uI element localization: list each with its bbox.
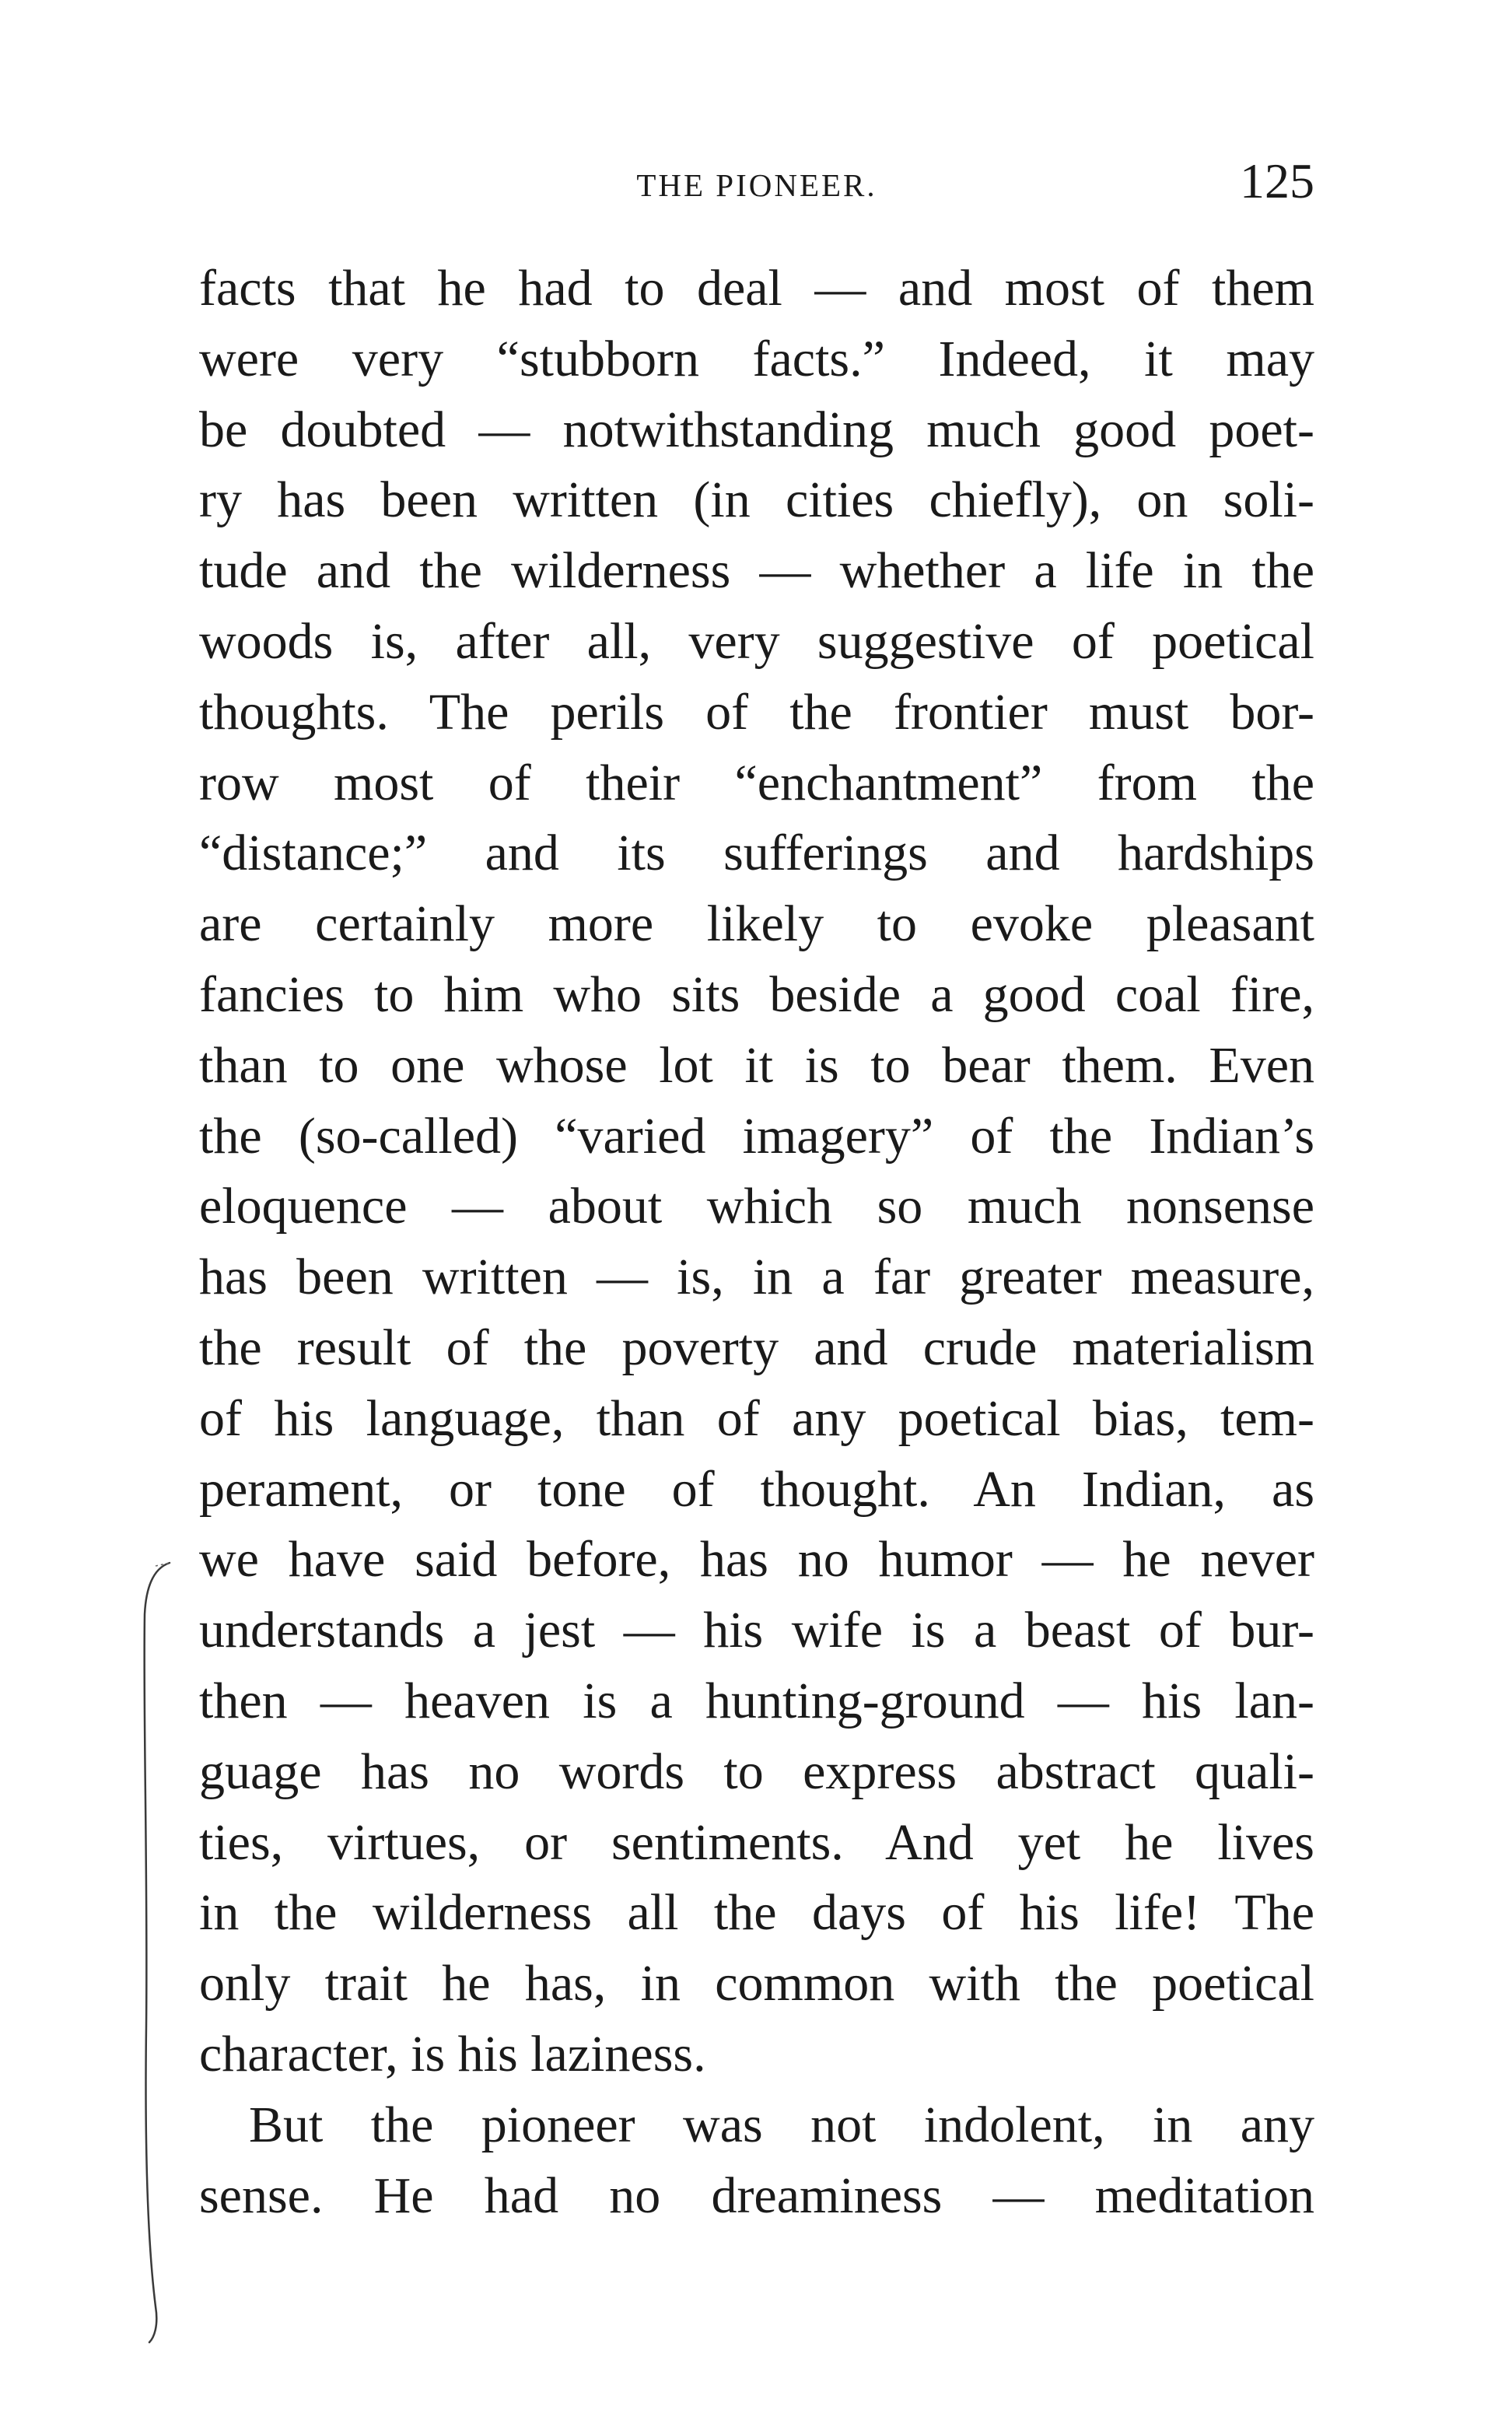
text-line: we have said before, has no humor — he never xyxy=(199,1531,1314,1589)
text-line: perament, or tone of thought. An Indian, as xyxy=(199,1460,1314,1518)
running-title: THE PIONEER. xyxy=(636,167,877,203)
text-line: the result of the poverty and crude materialism xyxy=(199,1319,1314,1376)
body-text xyxy=(199,254,1314,2231)
text-line: in the wilderness all the days of his life! The xyxy=(199,1884,1314,1942)
text-line: sense. He had no dreaminess — meditation xyxy=(199,2167,1314,2224)
text-line: woods is, after all, very suggestive of poetical xyxy=(199,612,1314,670)
text-line: character, is his laziness. xyxy=(199,2025,706,2082)
paragraph xyxy=(199,254,1314,2090)
text-line: fancies to him who sits beside a good coal fire, xyxy=(199,965,1314,1023)
text-line: guage has no words to express abstract quali- xyxy=(199,1743,1314,1800)
page-number: 125 xyxy=(1240,153,1314,208)
text-line: “distance;” and its sufferings and hardships xyxy=(199,825,1314,882)
text-line: were very “stubborn facts.” Indeed, it may xyxy=(199,330,1314,387)
text-line: than to one whose lot it is to bear them. Even xyxy=(199,1036,1314,1094)
text-line: row most of their “enchantment” from the xyxy=(199,754,1314,811)
text-line: then — heaven is a hunting-ground — his lan- xyxy=(199,1672,1314,1729)
text-line: ry has been written (in cities chiefly), on soli- xyxy=(199,471,1314,529)
text-line: only trait he has, in common with the poetical xyxy=(199,1955,1314,2012)
text-line: are certainly more likely to evoke pleasant xyxy=(199,895,1314,953)
text-line: the (so-called) “varied imagery” of the Indian’s xyxy=(199,1107,1314,1165)
text-line: be doubted — notwithstanding much good poet- xyxy=(199,401,1314,458)
running-head xyxy=(199,152,1314,215)
text-line: tude and the wilderness — whether a life in the xyxy=(199,542,1314,600)
text-line: thoughts. The perils of the frontier must bor- xyxy=(199,683,1314,741)
paragraph xyxy=(199,2090,1314,2232)
text-line: facts that he had to deal — and most of them xyxy=(199,260,1314,317)
text-line: of his language, than of any poetical bias, tem- xyxy=(199,1389,1314,1447)
text-line: has been written — is, in a far greater measure, xyxy=(199,1249,1314,1306)
text-line: But the pioneer was not indolent, in any xyxy=(249,2096,1314,2153)
text-line: ties, virtues, or sentiments. And yet he lives xyxy=(199,1813,1314,1871)
text-line: eloquence — about which so much nonsense xyxy=(199,1178,1314,1235)
margin-pencil-mark xyxy=(132,1560,179,2345)
text-line: understands a jest — his wife is a beast of bur- xyxy=(199,1602,1314,1659)
